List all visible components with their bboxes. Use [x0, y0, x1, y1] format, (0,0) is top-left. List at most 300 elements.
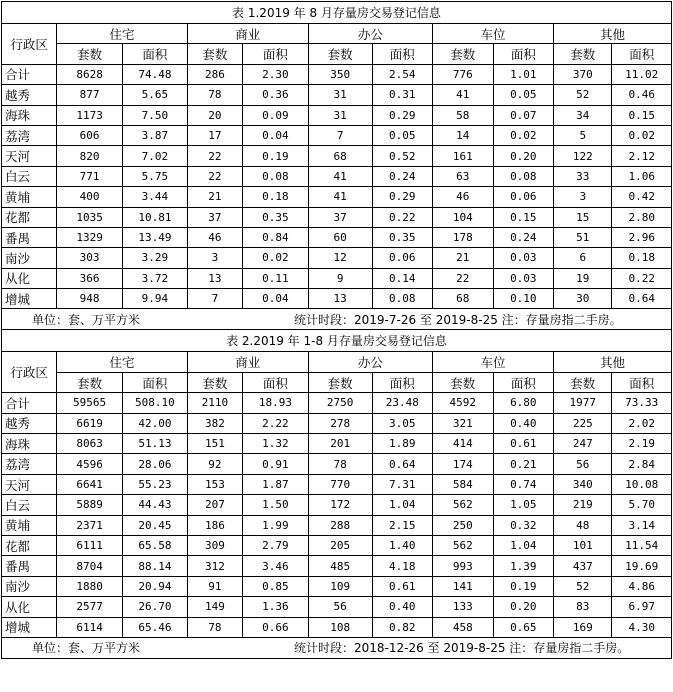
count-value: 201 — [308, 434, 372, 454]
area-header: 面积 — [243, 44, 309, 64]
area-value: 0.05 — [372, 125, 433, 145]
district-name: 南沙 — [2, 248, 57, 268]
area-value: 55.23 — [123, 474, 188, 494]
count-value: 6111 — [57, 535, 123, 555]
area-value: 7.31 — [372, 474, 433, 494]
count-value: 303 — [57, 248, 123, 268]
area-value: 2.15 — [372, 515, 433, 535]
count-value: 133 — [433, 597, 494, 617]
count-value: 56 — [308, 597, 372, 617]
district-name: 南沙 — [2, 576, 57, 596]
area-value: 1.05 — [493, 495, 554, 515]
area-value: 4.86 — [612, 576, 672, 596]
area-value: 0.22 — [372, 207, 433, 227]
area-value: 3.46 — [243, 556, 309, 576]
count-value: 1977 — [554, 393, 612, 413]
area-header: 面积 — [243, 372, 309, 392]
area-value: 1.04 — [493, 535, 554, 555]
area-header: 面积 — [372, 44, 433, 64]
count-header: 套数 — [554, 44, 612, 64]
table-caption: 表 1.2019 年 8 月存量房交易登记信息 — [2, 2, 672, 24]
area-value: 2.79 — [243, 535, 309, 555]
area-value: 0.02 — [493, 125, 554, 145]
area-value: 0.35 — [372, 227, 433, 247]
area-value: 0.84 — [243, 227, 309, 247]
district-name: 从化 — [2, 597, 57, 617]
count-value: 31 — [308, 105, 372, 125]
count-value: 485 — [308, 556, 372, 576]
category-header: 车位 — [433, 24, 554, 44]
count-value: 109 — [308, 576, 372, 596]
area-value: 0.08 — [493, 166, 554, 186]
table-row — [2, 454, 672, 474]
count-value: 83 — [554, 597, 612, 617]
district-name: 合计 — [2, 393, 57, 413]
count-value: 13 — [308, 289, 372, 309]
count-value: 2371 — [57, 515, 123, 535]
district-name: 黄埔 — [2, 187, 57, 207]
count-value: 153 — [187, 474, 242, 494]
count-value: 56 — [554, 454, 612, 474]
count-value: 63 — [433, 166, 494, 186]
area-value: 1.32 — [243, 434, 309, 454]
area-value: 0.61 — [372, 576, 433, 596]
subheader-row — [2, 44, 672, 64]
area-value: 20.45 — [123, 515, 188, 535]
district-name: 海珠 — [2, 105, 57, 125]
district-name: 花都 — [2, 535, 57, 555]
area-value: 2.19 — [612, 434, 672, 454]
area-value: 88.14 — [123, 556, 188, 576]
area-value: 2.84 — [612, 454, 672, 474]
area-value: 1.04 — [372, 495, 433, 515]
category-header: 其他 — [554, 24, 672, 44]
area-header: 面积 — [612, 372, 672, 392]
count-value: 92 — [187, 454, 242, 474]
count-value: 2110 — [187, 393, 242, 413]
count-value: 948 — [57, 289, 123, 309]
count-value: 6619 — [57, 413, 123, 433]
count-value: 562 — [433, 535, 494, 555]
count-value: 288 — [308, 515, 372, 535]
table-row — [2, 289, 672, 309]
area-value: 0.61 — [493, 434, 554, 454]
count-value: 4592 — [433, 393, 494, 413]
area-value: 0.21 — [493, 454, 554, 474]
count-value: 30 — [554, 289, 612, 309]
count-value: 414 — [433, 434, 494, 454]
area-value: 11.54 — [612, 535, 672, 555]
count-value: 178 — [433, 227, 494, 247]
area-header: 面积 — [123, 44, 188, 64]
count-value: 37 — [308, 207, 372, 227]
table-row — [2, 187, 672, 207]
count-value: 250 — [433, 515, 494, 535]
area-value: 0.14 — [372, 268, 433, 288]
count-header: 套数 — [187, 44, 242, 64]
count-value: 606 — [57, 125, 123, 145]
area-value: 0.40 — [493, 413, 554, 433]
table-row — [2, 556, 672, 576]
table-row — [2, 146, 672, 166]
area-value: 5.70 — [612, 495, 672, 515]
area-value: 0.85 — [243, 576, 309, 596]
table-row — [2, 535, 672, 555]
period-note: 统计时段：2019-7-26 至 2019-8-25 注：存量房指二手房。 — [294, 312, 622, 327]
note-row — [2, 309, 672, 330]
area-value: 0.24 — [372, 166, 433, 186]
area-value: 0.42 — [612, 187, 672, 207]
count-value: 169 — [554, 617, 612, 637]
count-value: 286 — [187, 64, 242, 84]
area-value: 42.00 — [123, 413, 188, 433]
row-label-header: 行政区 — [2, 352, 57, 393]
area-value: 0.04 — [243, 125, 309, 145]
area-value: 18.93 — [243, 393, 309, 413]
table-caption-row — [2, 330, 672, 352]
count-value: 993 — [433, 556, 494, 576]
category-header: 办公 — [308, 352, 432, 372]
count-value: 19 — [554, 268, 612, 288]
area-value: 3.72 — [123, 268, 188, 288]
area-value: 4.18 — [372, 556, 433, 576]
count-value: 46 — [433, 187, 494, 207]
area-value: 0.29 — [372, 187, 433, 207]
area-value: 0.20 — [493, 146, 554, 166]
count-value: 9 — [308, 268, 372, 288]
count-value: 21 — [433, 248, 494, 268]
count-value: 7 — [187, 289, 242, 309]
count-value: 205 — [308, 535, 372, 555]
count-value: 101 — [554, 535, 612, 555]
count-value: 225 — [554, 413, 612, 433]
area-value: 0.04 — [243, 289, 309, 309]
count-value: 219 — [554, 495, 612, 515]
count-value: 4596 — [57, 454, 123, 474]
count-value: 52 — [554, 85, 612, 105]
area-value: 2.80 — [612, 207, 672, 227]
count-value: 68 — [433, 289, 494, 309]
count-value: 52 — [554, 576, 612, 596]
area-value: 0.02 — [612, 125, 672, 145]
district-name: 增城 — [2, 289, 57, 309]
count-value: 31 — [308, 85, 372, 105]
area-value: 0.15 — [493, 207, 554, 227]
area-value: 7.02 — [123, 146, 188, 166]
count-value: 22 — [187, 146, 242, 166]
district-name: 天河 — [2, 146, 57, 166]
count-value: 151 — [187, 434, 242, 454]
area-value: 0.19 — [243, 146, 309, 166]
area-header: 面积 — [612, 44, 672, 64]
count-value: 108 — [308, 617, 372, 637]
area-value: 2.12 — [612, 146, 672, 166]
count-header: 套数 — [308, 44, 372, 64]
count-value: 68 — [308, 146, 372, 166]
area-value: 1.39 — [493, 556, 554, 576]
area-value: 3.14 — [612, 515, 672, 535]
count-value: 1329 — [57, 227, 123, 247]
district-name: 越秀 — [2, 413, 57, 433]
count-value: 382 — [187, 413, 242, 433]
district-name: 黄埔 — [2, 515, 57, 535]
table-row — [2, 495, 672, 515]
subheader-row — [2, 372, 672, 392]
table-caption-row — [2, 2, 672, 24]
area-value: 0.91 — [243, 454, 309, 474]
area-value: 0.52 — [372, 146, 433, 166]
district-name: 白云 — [2, 495, 57, 515]
count-value: 247 — [554, 434, 612, 454]
area-value: 1.87 — [243, 474, 309, 494]
area-value: 13.49 — [123, 227, 188, 247]
table-note — [2, 309, 672, 330]
area-value: 0.06 — [372, 248, 433, 268]
area-value: 5.65 — [123, 85, 188, 105]
table-row — [2, 105, 672, 125]
count-value: 321 — [433, 413, 494, 433]
registration-tables — [1, 1, 672, 659]
area-value: 0.65 — [493, 617, 554, 637]
area-header: 面积 — [493, 44, 554, 64]
district-name: 海珠 — [2, 434, 57, 454]
table-caption: 表 2.2019 年 1-8 月存量房交易登记信息 — [2, 330, 672, 352]
table-row — [2, 597, 672, 617]
count-value: 1035 — [57, 207, 123, 227]
area-value: 1.01 — [493, 64, 554, 84]
count-value: 41 — [433, 85, 494, 105]
area-value: 2.02 — [612, 413, 672, 433]
count-value: 78 — [187, 617, 242, 637]
area-value: 1.40 — [372, 535, 433, 555]
count-value: 278 — [308, 413, 372, 433]
note-row — [2, 637, 672, 658]
area-value: 0.19 — [493, 576, 554, 596]
area-value: 0.22 — [612, 268, 672, 288]
area-value: 0.82 — [372, 617, 433, 637]
table-row — [2, 85, 672, 105]
area-value: 2.54 — [372, 64, 433, 84]
area-value: 0.64 — [372, 454, 433, 474]
count-value: 8063 — [57, 434, 123, 454]
count-value: 312 — [187, 556, 242, 576]
area-value: 10.08 — [612, 474, 672, 494]
count-value: 60 — [308, 227, 372, 247]
area-value: 11.02 — [612, 64, 672, 84]
area-value: 26.70 — [123, 597, 188, 617]
count-value: 141 — [433, 576, 494, 596]
district-name: 花都 — [2, 207, 57, 227]
area-value: 23.48 — [372, 393, 433, 413]
area-value: 5.75 — [123, 166, 188, 186]
area-value: 3.44 — [123, 187, 188, 207]
area-value: 0.03 — [493, 248, 554, 268]
category-header: 其他 — [554, 352, 672, 372]
district-name: 荔湾 — [2, 125, 57, 145]
count-value: 12 — [308, 248, 372, 268]
area-value: 0.08 — [372, 289, 433, 309]
count-value: 877 — [57, 85, 123, 105]
area-value: 0.10 — [493, 289, 554, 309]
area-value: 0.40 — [372, 597, 433, 617]
category-header: 住宅 — [57, 24, 188, 44]
header-row — [2, 24, 672, 44]
area-value: 1.06 — [612, 166, 672, 186]
area-value: 65.46 — [123, 617, 188, 637]
area-value: 508.10 — [123, 393, 188, 413]
category-header: 车位 — [433, 352, 554, 372]
table-row — [2, 576, 672, 596]
area-value: 0.36 — [243, 85, 309, 105]
row-label-header: 行政区 — [2, 24, 57, 65]
area-value: 20.94 — [123, 576, 188, 596]
count-value: 820 — [57, 146, 123, 166]
count-value: 41 — [308, 187, 372, 207]
count-value: 34 — [554, 105, 612, 125]
table-row — [2, 434, 672, 454]
district-name: 番禺 — [2, 227, 57, 247]
area-value: 0.09 — [243, 105, 309, 125]
count-value: 3 — [554, 187, 612, 207]
area-value: 0.74 — [493, 474, 554, 494]
area-value: 6.80 — [493, 393, 554, 413]
area-value: 0.06 — [493, 187, 554, 207]
area-value: 73.33 — [612, 393, 672, 413]
table-row — [2, 515, 672, 535]
category-header: 商业 — [187, 352, 308, 372]
area-value: 0.07 — [493, 105, 554, 125]
count-value: 437 — [554, 556, 612, 576]
count-value: 309 — [187, 535, 242, 555]
area-header: 面积 — [493, 372, 554, 392]
count-value: 17 — [187, 125, 242, 145]
count-value: 22 — [433, 268, 494, 288]
area-value: 2.22 — [243, 413, 309, 433]
count-value: 33 — [554, 166, 612, 186]
count-value: 366 — [57, 268, 123, 288]
count-value: 1173 — [57, 105, 123, 125]
count-value: 1880 — [57, 576, 123, 596]
table-body — [2, 2, 672, 659]
count-value: 458 — [433, 617, 494, 637]
district-name: 越秀 — [2, 85, 57, 105]
count-value: 207 — [187, 495, 242, 515]
area-value: 0.18 — [243, 187, 309, 207]
count-value: 340 — [554, 474, 612, 494]
district-name: 荔湾 — [2, 454, 57, 474]
count-header: 套数 — [187, 372, 242, 392]
area-value: 2.96 — [612, 227, 672, 247]
table-row — [2, 268, 672, 288]
header-row — [2, 352, 672, 372]
count-value: 91 — [187, 576, 242, 596]
area-value: 9.94 — [123, 289, 188, 309]
table-note — [2, 637, 672, 658]
count-value: 776 — [433, 64, 494, 84]
count-value: 771 — [57, 166, 123, 186]
area-value: 2.30 — [243, 64, 309, 84]
area-value: 0.15 — [612, 105, 672, 125]
category-header: 商业 — [187, 24, 308, 44]
count-value: 562 — [433, 495, 494, 515]
district-name: 从化 — [2, 268, 57, 288]
area-value: 0.08 — [243, 166, 309, 186]
count-header: 套数 — [57, 44, 123, 64]
area-value: 65.58 — [123, 535, 188, 555]
table-row — [2, 207, 672, 227]
area-value: 28.06 — [123, 454, 188, 474]
area-value: 1.89 — [372, 434, 433, 454]
count-value: 122 — [554, 146, 612, 166]
district-name: 增城 — [2, 617, 57, 637]
count-value: 174 — [433, 454, 494, 474]
count-value: 3 — [187, 248, 242, 268]
count-value: 6641 — [57, 474, 123, 494]
area-value: 1.36 — [243, 597, 309, 617]
area-value: 0.32 — [493, 515, 554, 535]
category-header: 住宅 — [57, 352, 188, 372]
area-value: 1.50 — [243, 495, 309, 515]
count-value: 58 — [433, 105, 494, 125]
count-value: 46 — [187, 227, 242, 247]
count-header: 套数 — [433, 44, 494, 64]
table-row — [2, 166, 672, 186]
table-row — [2, 227, 672, 247]
area-value: 7.50 — [123, 105, 188, 125]
area-value: 51.13 — [123, 434, 188, 454]
table-row — [2, 393, 672, 413]
area-value: 0.24 — [493, 227, 554, 247]
count-value: 6114 — [57, 617, 123, 637]
table-row — [2, 64, 672, 84]
count-value: 6 — [554, 248, 612, 268]
area-value: 0.03 — [493, 268, 554, 288]
area-value: 19.69 — [612, 556, 672, 576]
count-value: 7 — [308, 125, 372, 145]
area-value: 3.05 — [372, 413, 433, 433]
area-value: 3.87 — [123, 125, 188, 145]
area-value: 0.18 — [612, 248, 672, 268]
count-value: 186 — [187, 515, 242, 535]
area-value: 0.29 — [372, 105, 433, 125]
count-header: 套数 — [554, 372, 612, 392]
count-value: 8628 — [57, 64, 123, 84]
area-value: 0.64 — [612, 289, 672, 309]
count-value: 5889 — [57, 495, 123, 515]
area-value: 0.11 — [243, 268, 309, 288]
count-value: 22 — [187, 166, 242, 186]
area-value: 0.35 — [243, 207, 309, 227]
count-header: 套数 — [308, 372, 372, 392]
category-header: 办公 — [308, 24, 432, 44]
document-body — [1, 1, 672, 659]
area-value: 0.46 — [612, 85, 672, 105]
table-row — [2, 617, 672, 637]
unit-note: 单位：套、万平方米 — [32, 312, 141, 327]
area-value: 0.66 — [243, 617, 309, 637]
district-name: 天河 — [2, 474, 57, 494]
count-value: 770 — [308, 474, 372, 494]
count-value: 78 — [187, 85, 242, 105]
area-value: 6.97 — [612, 597, 672, 617]
count-header: 套数 — [57, 372, 123, 392]
count-value: 584 — [433, 474, 494, 494]
count-value: 350 — [308, 64, 372, 84]
count-value: 2577 — [57, 597, 123, 617]
area-header: 面积 — [123, 372, 188, 392]
district-name: 番禺 — [2, 556, 57, 576]
count-value: 41 — [308, 166, 372, 186]
